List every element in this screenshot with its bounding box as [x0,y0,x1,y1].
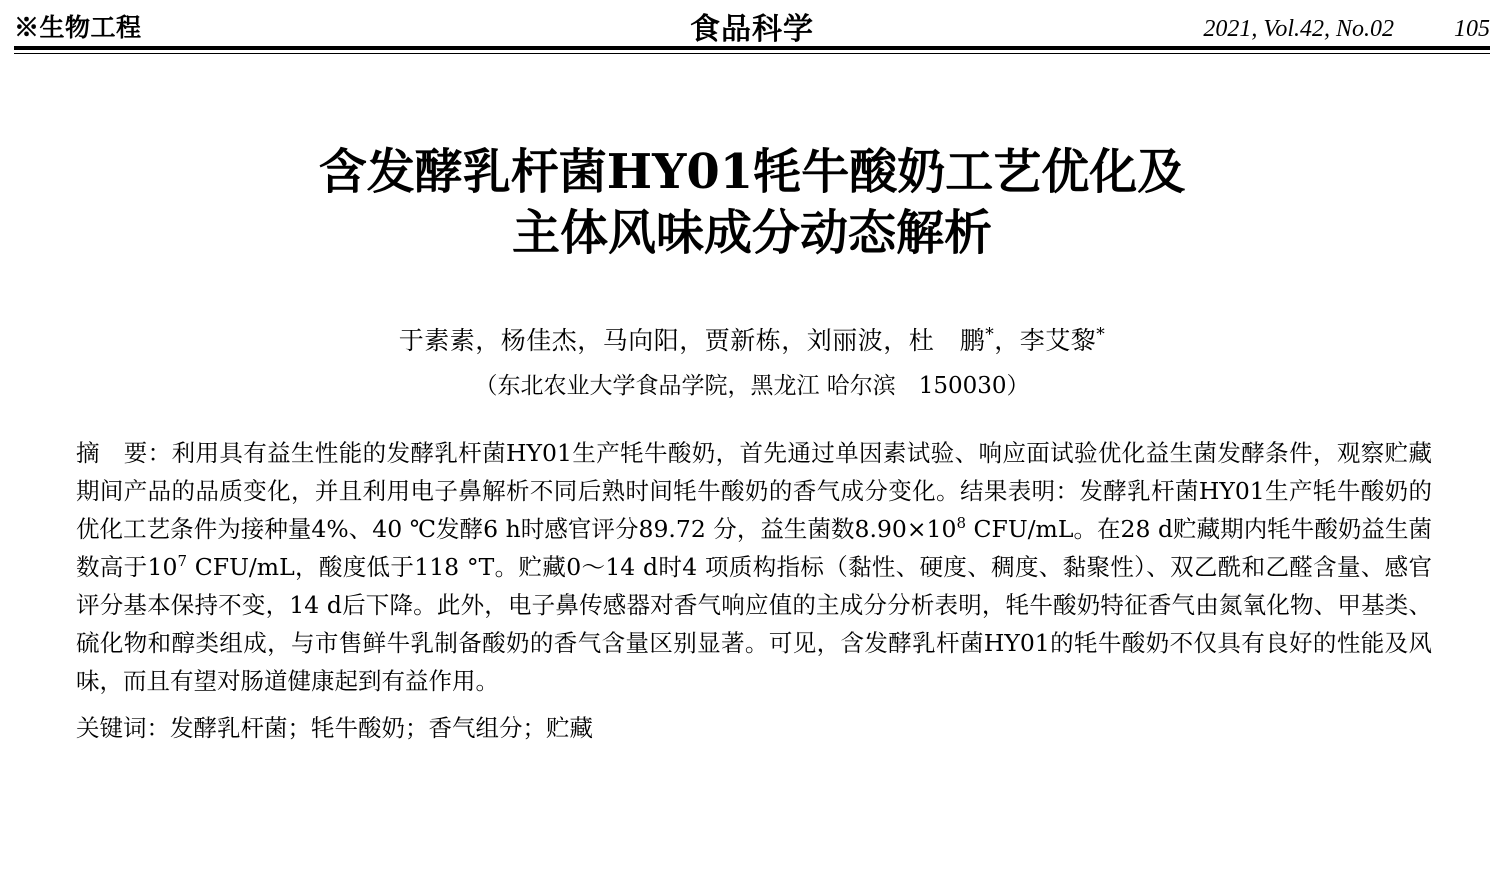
title-line-2: 主体风味成分动态解析 [511,205,992,262]
running-head-right [1203,16,1490,43]
header-rule-thin [14,53,1490,54]
keywords-label: 关键词： [76,714,170,743]
running-head [0,0,1504,46]
running-head-section: ※生物工程 [14,13,142,42]
abstract-label: 摘 要： [76,438,172,467]
abstract-paragraph [76,434,1432,700]
page-number: 105 [1454,16,1490,42]
article-title [0,142,1504,265]
author-affiliation: （东北农业大学食品学院，黑龙江 哈尔滨 150030） [474,372,1030,399]
author-names-2: ，李艾黎 [994,325,1097,355]
abstract-text-2: CFU/mL。在28 d贮藏期内牦牛酸奶益生菌数高于10 [76,515,1432,582]
abstract-text-1: 利用具有益生性能的发酵乳杆菌HY01生产牦牛酸奶，首先通过单因素试验、响应面试验优化益生菌发酵条件，观察贮藏期间产品的品质变化，并且利用电子鼻解析不同后熟时间牦牛酸奶的香气成分变化。结果表明：发酵乳杆菌HY01生产牦牛酸奶的优化工艺条件为接种量4%、40 ℃发酵6 h时感官评分89.72 分，益生菌数8.90×10 [76,438,1432,543]
author-names-1: 于素素，杨佳杰，马向阳，贾新栋，刘丽波，杜 鹏 [398,325,986,355]
abstract-section [0,434,1504,700]
keywords-section [0,710,1504,748]
abstract-sup-1: 8 [956,514,967,533]
title-line-1: 含发酵乳杆菌HY01牦牛酸奶工艺优化及 [318,144,1186,200]
author-mark-2: * [1096,324,1106,345]
journal-name: 食品科学 [690,12,814,47]
keywords-text: 发酵乳杆菌；牦牛酸奶；香气组分；贮藏 [170,714,593,743]
abstract-sup-2: 7 [177,552,187,571]
author-mark-1: * [985,324,995,345]
author-list [0,321,1504,357]
volume-info: 2021, Vol.42, No.02 [1203,16,1394,42]
abstract-text-3: CFU/mL，酸度低于118 °T。贮藏0～14 d时4 项质构指标（黏性、硬度、稠度、黏聚性）、双乙酰和乙醛含量、感官评分基本保持不变，14 d后下降。此外，电子鼻传感器对香气响应值的主成分分析表明，牦牛酸奶特征香气由氮氧化物、甲基类、硫化物和醇类组成，与市售鲜牛乳制备酸奶的香气含量区别显著。可见，含发酵乳杆菌HY01的牦牛酸奶不仅具有良好的性能及风味，而且有望对肠道健康起到有益作用。 [76,553,1433,696]
